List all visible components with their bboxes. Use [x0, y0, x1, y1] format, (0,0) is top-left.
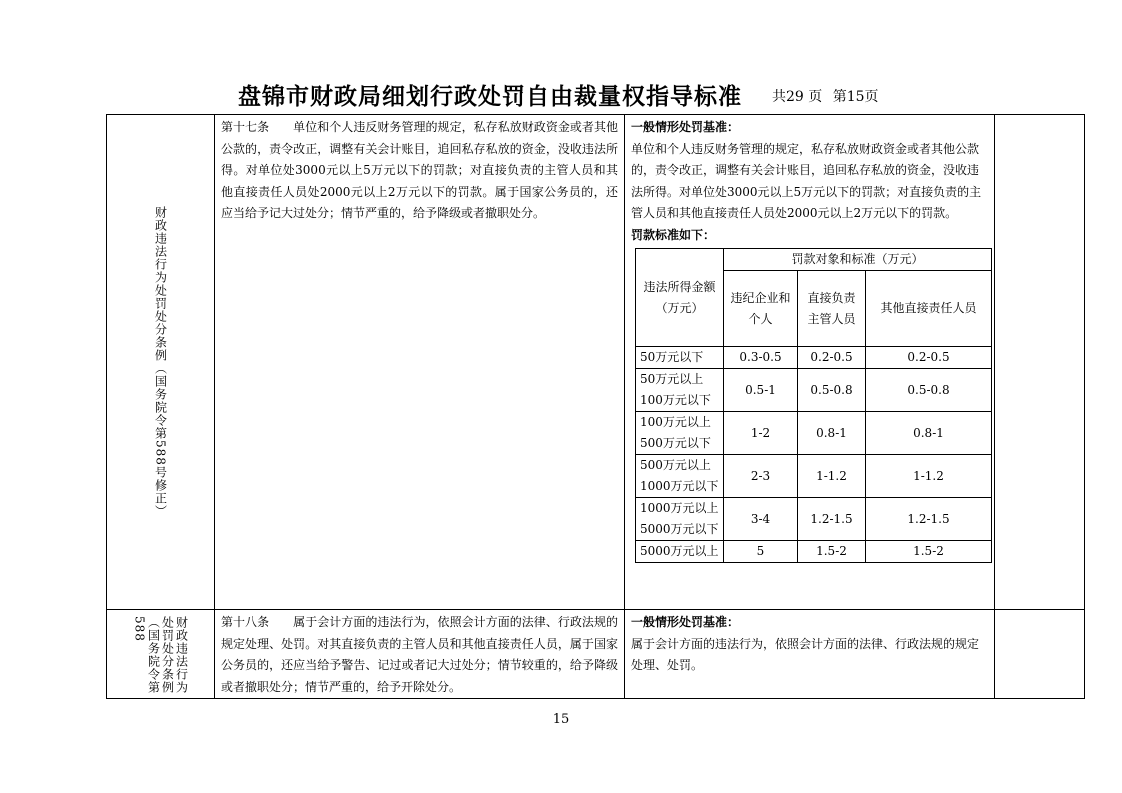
- fine-value: 1.5-2: [866, 541, 992, 563]
- page-title: 盘锦市财政局细划行政处罚自由裁量权指导标准: [238, 83, 742, 110]
- fine-value: 1-2: [724, 412, 798, 455]
- law-name-cell: [107, 115, 215, 610]
- fine-heading: 罚款标准如下：: [631, 227, 716, 242]
- fine-amount: 5000万元以上: [636, 541, 724, 563]
- fine-col-header: 直接负责主管人员: [798, 271, 866, 347]
- basis-heading: 一般情形处罚基准：: [631, 120, 740, 134]
- fine-value: 0.2-0.5: [798, 347, 866, 369]
- fine-value: 0.3-0.5: [724, 347, 798, 369]
- fine-amount: 100万元以上500万元以下: [636, 412, 724, 455]
- page-number: 15: [552, 712, 570, 727]
- basis-cell: [625, 115, 995, 610]
- article-cell: [215, 610, 625, 699]
- title-row: [0, 74, 1122, 114]
- basis-heading: 一般情形处罚基准：: [631, 615, 740, 629]
- fine-row: [636, 412, 992, 455]
- remarks-cell: [995, 610, 1085, 699]
- fine-value: 0.5-1: [724, 369, 798, 412]
- fine-value: 0.8-1: [798, 412, 866, 455]
- fine-value: 1.5-2: [798, 541, 866, 563]
- basis-text: 属于会计方面的违法行为，依照会计方面的法律、行政法规的规定处理、处罚。: [631, 636, 980, 672]
- fine-amount: 1000万元以上5000万元以下: [636, 498, 724, 541]
- fine-value: 1-1.2: [866, 455, 992, 498]
- fine-value: 0.5-0.8: [798, 369, 866, 412]
- fine-amount: 50万元以下: [636, 347, 724, 369]
- fine-col-header: 违纪企业和个人: [724, 271, 798, 347]
- fine-amount: 500万元以上1000万元以下: [636, 455, 724, 498]
- remarks-cell: [995, 115, 1085, 610]
- fine-row: [636, 347, 992, 369]
- total-pages: 共29 页: [772, 89, 823, 105]
- page-info: [772, 86, 885, 106]
- fine-value: 0.8-1: [866, 412, 992, 455]
- table-row: [107, 610, 1085, 699]
- fine-row: [636, 498, 992, 541]
- fine-value: 3-4: [724, 498, 798, 541]
- fine-value: 2-3: [724, 455, 798, 498]
- fine-col-header: 其他直接责任人员: [866, 271, 992, 347]
- fine-col0-header: 违法所得金额（万元）: [636, 249, 724, 347]
- fine-value: 0.2-0.5: [866, 347, 992, 369]
- fine-value: 0.5-0.8: [866, 369, 992, 412]
- article-text: 第十七条 单位和个人违反财务管理的规定，私存私放财政资金或者其他公款的，责令改正，调整有关会计账目，追回私存私放的资金，没收违法所得。对单位处3000元以上5万元以下的罚款；对直接负责的主管人员和其他直接责任人员处2000元以上2万元以下的罚款。属于国家公务员的，还应当给予记大过处分；情节严重的，给予降级或者撤职处分。: [221, 120, 618, 220]
- fine-group-header: 罚款对象和标准（万元）: [724, 249, 992, 271]
- table-row: [107, 115, 1085, 610]
- fine-value: 1-1.2: [798, 455, 866, 498]
- article-cell: [215, 115, 625, 610]
- fine-table: [635, 248, 992, 563]
- article-text: 第十八条 属于会计方面的违法行为，依照会计方面的法律、行政法规的规定处理、处罚。对其直接负责的主管人员和其他直接责任人员，属于国家公务员的，还应当给予警告、记过或者记大过处分；情节较重的，给予降级或者撤职处分；情节严重的，给予开除处分。: [221, 615, 618, 694]
- current-page: 第15页: [832, 89, 879, 105]
- fine-amount: 50万元以上100万元以下: [636, 369, 724, 412]
- standards-table: [106, 114, 1085, 699]
- fine-value: 5: [724, 541, 798, 563]
- fine-value: 1.2-1.5: [866, 498, 992, 541]
- law-name-cell: [107, 610, 215, 699]
- fine-value: 1.2-1.5: [798, 498, 866, 541]
- law-name: 财政违法行为处罚处分条例（国务院令第588号修正）: [153, 206, 168, 518]
- basis-cell: [625, 610, 995, 699]
- fine-row: [636, 455, 992, 498]
- fine-row: [636, 541, 992, 563]
- basis-text: 单位和个人违反财务管理的规定，私存私放财政资金或者其他公款的，责令改正，调整有关会计账目，追回私存私放的资金，没收违法所得。对单位处3000元以上5万元以下的罚款；对直接负责的主管人员和其他直接责任人员处2000元以上2万元以下的罚款。: [631, 141, 982, 220]
- fine-row: [636, 369, 992, 412]
- law-name: 财政违法行为处罚处分条例（国务院令第588: [132, 616, 189, 694]
